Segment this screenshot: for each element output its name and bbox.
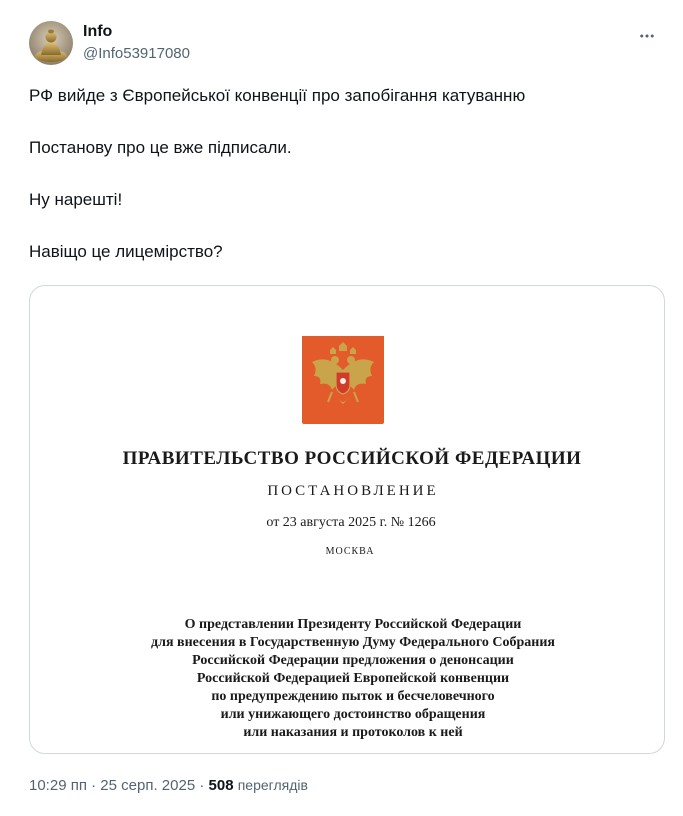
avatar-buddha-icon [29, 21, 73, 65]
document-title-line: Российской Федерации предложения о денонсации [192, 653, 514, 668]
tweet-paragraph: РФ вийде з Європейської конвенції про запобігання катуванню [29, 86, 526, 105]
document-scan [30, 286, 664, 753]
tweet-paragraph: Навіщо це лицемірство? [29, 242, 223, 261]
timestamp-time: 10:29 пп [29, 777, 87, 794]
views-label: переглядів [237, 777, 308, 793]
views-count: 508 [208, 777, 234, 794]
document-date: от 23 августа 2025 г. № 1266 [266, 515, 436, 530]
author-names [83, 22, 190, 64]
tweet-text [29, 84, 659, 292]
avatar[interactable] [29, 21, 73, 65]
timestamp-date: 25 серп. 2025 [100, 777, 196, 794]
document-type: ПОСТАНОВЛЕНИЕ [267, 483, 439, 499]
document-title-line: или унижающего достоинство обращения [220, 707, 486, 722]
document-government-heading: ПРАВИТЕЛЬСТВО РОССИЙСКОЙ ФЕДЕРАЦИИ [122, 448, 582, 469]
meta-separator: · [199, 777, 205, 794]
tweet-meta [29, 775, 308, 796]
more-horizontal-icon [638, 27, 656, 45]
author-handle[interactable]: @Info53917080 [83, 45, 190, 62]
document-title-line: О представлении Президенту Российской Федерации [184, 617, 522, 632]
document-title-line: по предупреждению пыток и бесчеловечного [211, 689, 495, 704]
document-title-line: или наказания и протоколов к ней [243, 725, 463, 740]
document-title-line: для внесения в Государственную Думу Федерального Собрания [151, 635, 555, 650]
timestamp-link[interactable] [29, 777, 195, 794]
meta-separator: · [91, 777, 97, 794]
author-display-name[interactable]: Info [83, 23, 113, 40]
tweet-paragraph: Ну нарешті! [29, 190, 123, 209]
media-image[interactable] [29, 285, 665, 754]
tweet-paragraph: Постанову про це вже підписали. [29, 138, 292, 157]
tweet-header [29, 18, 667, 66]
document-title [30, 616, 664, 742]
document-city: МОСКВА [325, 546, 375, 557]
coat-of-arms-icon [302, 336, 384, 424]
document-title-line: Российской Федерацией Европейской конвенции [196, 671, 510, 686]
more-options-button[interactable] [633, 22, 661, 50]
